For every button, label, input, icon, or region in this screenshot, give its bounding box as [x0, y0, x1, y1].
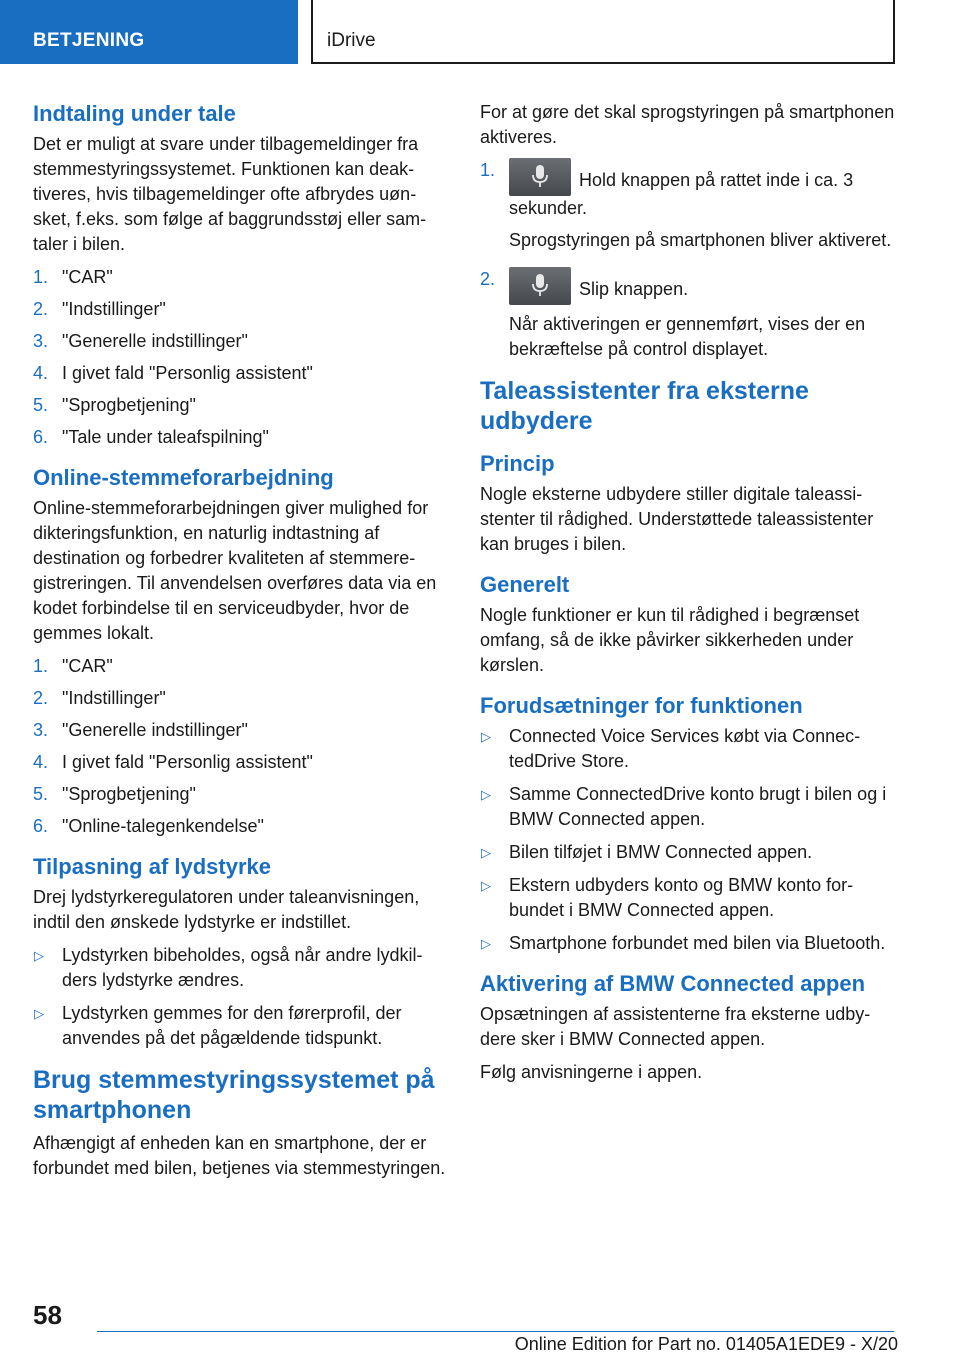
heading-online: Online-stemmeforarbejdning: [33, 465, 334, 490]
step-text: Slip knappen.: [579, 279, 689, 299]
heading-smartphone: Brug stemmestyringssystemet på smartphonen: [33, 1066, 435, 1124]
list-item: [33, 1001, 448, 1051]
steps-list: [33, 654, 448, 839]
heading-lydstyrke: Tilpasning af lydstyrke: [33, 854, 272, 879]
triangle-right-icon: ▷: [481, 845, 491, 860]
triangle-right-icon: ▷: [481, 729, 491, 744]
triangle-right-icon: ▷: [481, 787, 491, 802]
heading-taleassistenter: Taleassistenter fra eksterne udbydere: [480, 377, 809, 435]
triangle-right-icon: ▷: [481, 878, 491, 893]
list-item: [480, 158, 895, 253]
list-item: [33, 814, 448, 839]
bullet-list: [33, 943, 448, 1051]
step-number: 6.: [33, 816, 49, 836]
bullet-text: Bilen tilføjet i BMW Connected appen.: [509, 842, 813, 862]
footer-edition: Online Edition for Part no. 01405A1EDE9 - X/20: [514, 1334, 898, 1354]
heading-indtaling: Indtaling under tale: [33, 101, 236, 126]
step-number: 4.: [33, 752, 49, 772]
paragraph: Opsætningen af assistenterne fra eksterne udbydere sker i BMW Connected appen.: [480, 1004, 871, 1049]
step-number: 1.: [480, 160, 496, 180]
list-item: [480, 782, 895, 832]
step-text: "Sprogbetjening": [62, 784, 196, 804]
microphone-icon: [531, 164, 549, 190]
list-item: [33, 686, 448, 711]
voice-button-image: [509, 267, 571, 305]
paragraph: Det er muligt at svare under tilbagemeldinger fra stemmestyringssystemet. Funktionen kan deaktiveres, hvis tilbagemeldinger ofte afbrydes uønsket, f.eks. som følge af baggrundsstøj eller samtaler i bilen.: [33, 134, 427, 254]
step-text: "Tale under taleafspilning": [62, 427, 269, 447]
left-column: [33, 100, 448, 1189]
list-item: [33, 654, 448, 679]
step-text: "CAR": [62, 267, 113, 287]
step-number: 2.: [33, 688, 49, 708]
triangle-right-icon: ▷: [34, 1006, 44, 1021]
header-chapter: iDrive: [311, 0, 895, 64]
bullet-text: Ekstern udbyders konto og BMW konto forbundet i BMW Connected appen.: [509, 875, 854, 920]
heading-aktivering: Aktivering af BMW Connected appen: [480, 971, 866, 996]
paragraph: Nogle eksterne udbydere stiller digitale taleassistenter til rådighed. Understøttede taleassistenter kan bruges i bilen.: [480, 484, 874, 554]
step-number: 6.: [33, 427, 49, 447]
step-result: Når aktiveringen er gennemført, vises der en bekræftelse på control displayet.: [509, 314, 866, 359]
step-text: "Indstillinger": [62, 299, 166, 319]
paragraph: Følg anvisningerne i appen.: [480, 1062, 703, 1082]
header-section: BETJENING: [0, 0, 298, 64]
list-item: [33, 782, 448, 807]
paragraph: Afhængigt af enheden kan en smartphone, der er forbundet med bilen, betjenes via stemmestyringen.: [33, 1133, 446, 1178]
step-text: I givet fald "Personlig assistent": [62, 752, 313, 772]
microphone-icon: [531, 273, 549, 299]
step-text: "CAR": [62, 656, 113, 676]
step-number: 5.: [33, 784, 49, 804]
steps-list: [33, 265, 448, 450]
triangle-right-icon: ▷: [481, 936, 491, 951]
list-item: [33, 425, 448, 450]
list-item: [480, 873, 895, 923]
step-text: "Online-talegenkendelse": [62, 816, 264, 836]
list-item: [33, 943, 448, 993]
step-number: 1.: [33, 267, 49, 287]
step-number: 4.: [33, 363, 49, 383]
voice-button-image: [509, 158, 571, 196]
heading-forudsaetninger: Forudsætninger for funktionen: [480, 693, 803, 718]
list-item: [33, 718, 448, 743]
bullet-text: Connected Voice Services købt via ConnectedDrive Store.: [509, 726, 861, 771]
list-item: [33, 750, 448, 775]
step-text: "Sprogbetjening": [62, 395, 196, 415]
step-text: "Indstillinger": [62, 688, 166, 708]
list-item: [33, 297, 448, 322]
list-item: [33, 393, 448, 418]
step-number: 1.: [33, 656, 49, 676]
step-number: 2.: [33, 299, 49, 319]
step-number: 5.: [33, 395, 49, 415]
list-item: [480, 931, 895, 956]
bullet-list: [480, 724, 895, 956]
footer-divider: [97, 1331, 894, 1332]
bullet-text: Smartphone forbundet med bilen via Bluetooth.: [509, 933, 886, 953]
step-result: Sprogstyringen på smartphonen bliver aktiveret.: [509, 230, 892, 250]
list-item: [33, 361, 448, 386]
step-text: "Generelle indstillinger": [62, 331, 248, 351]
paragraph: For at gøre det skal sprogstyringen på smartphonen aktiveres.: [480, 102, 895, 147]
step-number: 3.: [33, 720, 49, 740]
step-number: 2.: [480, 269, 496, 289]
paragraph: Drej lydstyrkeregulatoren under taleanvisningen, indtil den ønskede lydstyrke er indstillet.: [33, 887, 420, 932]
list-item: [480, 267, 895, 362]
step-text: I givet fald "Personlig assistent": [62, 363, 313, 383]
list-item: [33, 329, 448, 354]
list-item: [480, 840, 895, 865]
page-number: 58: [33, 1300, 62, 1330]
step-text: "Generelle indstillinger": [62, 720, 248, 740]
triangle-right-icon: ▷: [34, 948, 44, 963]
step-number: 3.: [33, 331, 49, 351]
bullet-text: Samme ConnectedDrive konto brugt i bilen og i BMW Connected appen.: [509, 784, 887, 829]
bullet-text: Lydstyrken gemmes for den førerprofil, der anvendes på det pågældende tidspunkt.: [62, 1003, 402, 1048]
steps-list: [480, 158, 895, 362]
list-item: [33, 265, 448, 290]
bullet-text: Lydstyrken bibeholdes, også når andre lydkilders lydstyrke ændres.: [62, 945, 423, 990]
right-column: [480, 100, 895, 1093]
paragraph: Nogle funktioner er kun til rådighed i begrænset omfang, så de ikke påvirker sikkerheden under kørslen.: [480, 605, 860, 675]
list-item: [480, 724, 895, 774]
step-text: Hold knappen på rattet inde i ca. 3 sekunder.: [509, 170, 854, 218]
heading-generelt: Generelt: [480, 572, 570, 597]
heading-princip: Princip: [480, 451, 555, 476]
paragraph: Online-stemmeforarbejdningen giver mulighed for dikteringsfunktion, en naturlig indtastning af destination og forbedrer kvaliteten af stemmeregistreringen. Til anvendelsen overføres data via en kodet forbindelse til en serviceudbyder, hvor de gemmes lokalt.: [33, 498, 437, 643]
